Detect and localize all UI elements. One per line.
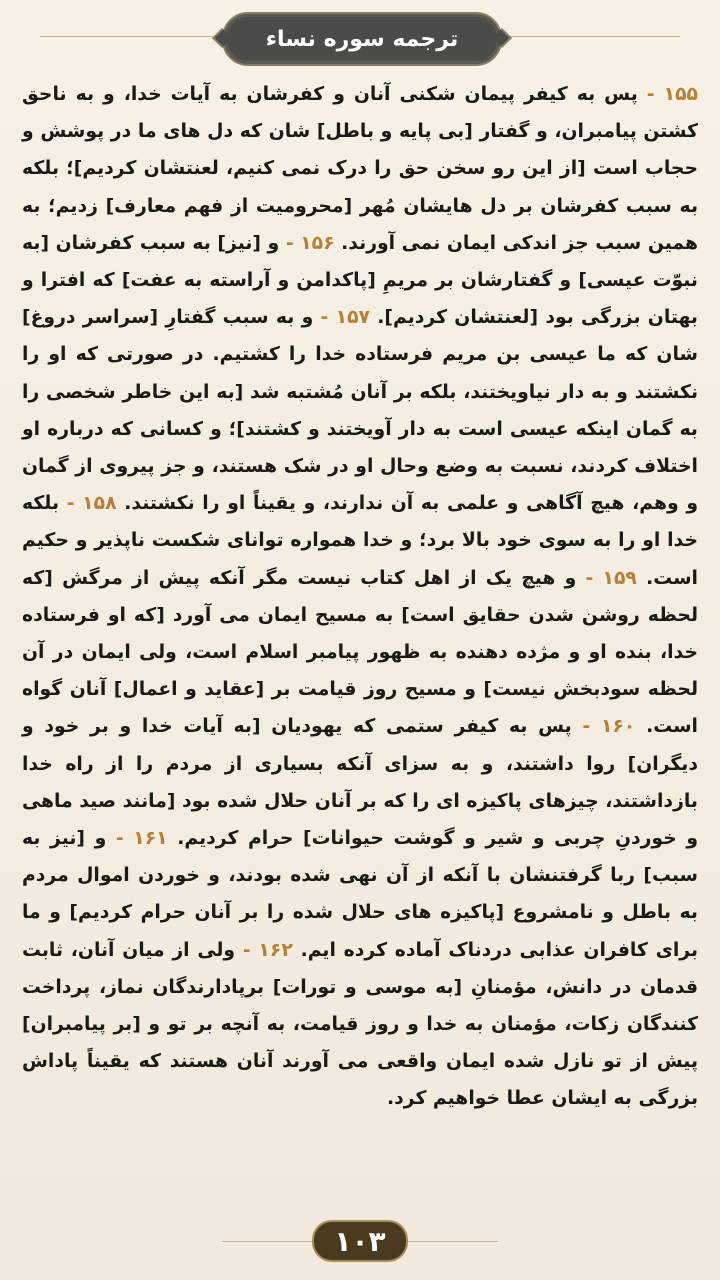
verse-number: ۱۵۹	[602, 567, 637, 589]
surah-title: ترجمه سوره نساء	[222, 12, 502, 66]
verse-separator: -	[637, 84, 664, 105]
verse-separator: -	[313, 307, 336, 329]
footer-divider-right	[408, 1241, 498, 1242]
verse-separator: -	[235, 939, 259, 961]
verse-number: ۱۶۲	[258, 939, 293, 961]
header-divider-right	[500, 36, 680, 37]
verse-number: ۱۶۰	[600, 716, 636, 738]
verse-text: پس به کیفر پیمان شکنی آنان و کفرشان به آیات خدا، و به ناحق کشتن پیامبران، و گفتار [بی پایه و باطل] شان که دل های ما در پوشش و حجاب است [از این رو سخن حق را درک نمی کنیم، لعنتشان کردیم]؛ بلکه به سبب کفرشان بر دل هایشان مُهر [محرومیت از فهم معارف] زدیم؛ به همین سبب جز اندکی ایمان نمی آورند.	[22, 84, 699, 254]
footer	[0, 1218, 720, 1264]
verse-number: ۱۶۱	[133, 828, 168, 850]
verse-text: و [نیز] به سبب کفرشان [به نبوّت عیسی] و گفتارشان بر مریمِ [پاکدامن و آراسته به عفت] که افترا و بهتان بزرگی بود [لعنتشان کردیم].	[22, 232, 698, 329]
verse-separator: -	[576, 567, 603, 589]
verse-separator: -	[571, 716, 601, 738]
verse-number: ۱۵۷	[335, 307, 371, 329]
verse-text: و هیچ یک از اهل کتاب نیست مگر آنکه پیش از مرگش [که لحظه روشن شدن حقایق است] به مسیح ایمان می آورد [که او فرستاده خدا، بنده او و مژده دهنده به ظهور پیامبر اسلام است، ولی ایمان در آن لحظه سودبخش نیست] و مسیح روز قیامت بر [عقاید و اعمال] آنان گواه است.	[22, 567, 698, 738]
verse-number: ۱۵۵	[663, 84, 698, 105]
verse-text: و به سبب گفتارِ [سراسر دروغ] شان که ما عیسی بن مریم فرستاده خدا را کشتیم. در صورتی که او را نکشتند و به دار نیاویختند، بلکه بر آنان مُشتبه شد [به این خاطر شخصی را به گمان اینکه عیسی است به دار آویختند و کشتند]؛ و کسانی که درباره او اختلاف کردند، نسبت به وضع وحال او در شک هستند، و جز پیروی از گمان و وهم، هیچ آگاهی و علمی به آن ندارند، و یقیناً او را نکشتند.	[22, 307, 698, 515]
page-number: ۱۰۳	[312, 1220, 408, 1262]
verse-separator: -	[106, 828, 134, 850]
verse-separator: -	[279, 232, 301, 254]
verse-text: ولی از میان آنان، ثابت قدمان در دانش، مؤمنانِ [به موسی و تورات] برپادارندگان نماز، پرداخت کنندگان زکات، مؤمنان به خدا و روز قیامت، به آنچه بر تو و [بر پیامبران] پیش از تو نازل شده ایمان واقعی می آورند آنان هستند که یقیناً پاداش بزرگی به ایشان عطا خواهیم کرد.	[22, 939, 698, 1110]
footer-divider-left	[222, 1241, 312, 1242]
verse-separator: -	[59, 493, 83, 515]
verse-number: ۱۵۶	[300, 232, 335, 254]
translation-text	[22, 76, 698, 1118]
header	[0, 8, 720, 66]
verse-number: ۱۵۸	[82, 493, 117, 515]
verse-text: پس به کیفر ستمی که یهودیان [به آیات خدا و بر خود و دیگران] روا داشتند، و به سزای آنکه بسیاری از مردم را از راه خدا بازداشتند، چیزهای پاکیزه ای را که بر آنان حلال شده بود [مانند صید ماهی و خوردنِ چربی و شیر و گوشت حیوانات] حرام کردیم.	[22, 716, 699, 850]
header-divider-left	[40, 36, 220, 37]
verse-text: بلکه خدا او را به سوی خود بالا برد؛ و خدا همواره توانای شکست ناپذیر و حکیم است.	[22, 493, 698, 589]
verse-text: و [نیز به سبب] ربا گرفتنشان با آنکه از آن نهی شده بودند، و خوردن اموال مردم به باطل و نامشروع [پاکیزه های حلال شده را بر آنان حرام کردیم] و ما برای کافران عذابی دردناک آماده کرده ایم.	[22, 828, 698, 961]
